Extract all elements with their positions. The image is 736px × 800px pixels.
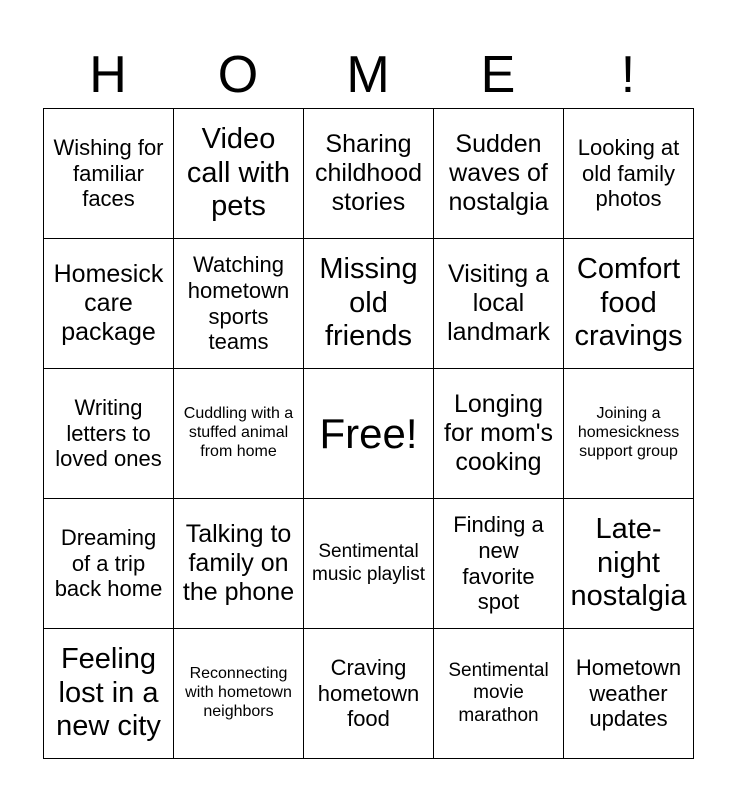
header-letter-o: O xyxy=(217,46,259,104)
bingo-header xyxy=(43,42,693,108)
header-letter-exclamation: ! xyxy=(620,46,636,104)
bingo-cell-r5c4[interactable]: Sentimental movie marathon xyxy=(434,629,564,759)
bingo-cell-r5c2[interactable]: Reconnecting with hometown neighbors xyxy=(174,629,304,759)
header-letter-h: H xyxy=(89,46,127,104)
bingo-cell-r5c5[interactable]: Hometown weather updates xyxy=(564,629,694,759)
bingo-cell-r3c1[interactable]: Writing letters to loved ones xyxy=(44,369,174,499)
bingo-cell-r1c1[interactable]: Wishing for familiar faces xyxy=(44,109,174,239)
header-letter-e: E xyxy=(480,46,516,104)
bingo-cell-r4c5[interactable]: Late-night nostalgia xyxy=(564,499,694,629)
bingo-cell-r3c5[interactable]: Joining a homesickness support group xyxy=(564,369,694,499)
bingo-cell-r2c3[interactable]: Missing old friends xyxy=(304,239,434,369)
bingo-cell-r4c1[interactable]: Dreaming of a trip back home xyxy=(44,499,174,629)
bingo-cell-r3c2[interactable]: Cuddling with a stuffed animal from home xyxy=(174,369,304,499)
bingo-grid xyxy=(43,108,694,759)
bingo-cell-r1c5[interactable]: Looking at old family photos xyxy=(564,109,694,239)
bingo-cell-r5c1[interactable]: Feeling lost in a new city xyxy=(44,629,174,759)
bingo-cell-r2c4[interactable]: Visiting a local landmark xyxy=(434,239,564,369)
bingo-cell-r4c3[interactable]: Sentimental music playlist xyxy=(304,499,434,629)
bingo-cell-r2c2[interactable]: Watching hometown sports teams xyxy=(174,239,304,369)
bingo-cell-r2c5[interactable]: Comfort food cravings xyxy=(564,239,694,369)
bingo-cell-r5c3[interactable]: Craving hometown food xyxy=(304,629,434,759)
bingo-cell-r4c2[interactable]: Talking to family on the phone xyxy=(174,499,304,629)
bingo-cell-r1c3[interactable]: Sharing childhood stories xyxy=(304,109,434,239)
bingo-cell-r4c4[interactable]: Finding a new favorite spot xyxy=(434,499,564,629)
bingo-cell-r1c4[interactable]: Sudden waves of nostalgia xyxy=(434,109,564,239)
bingo-cell-r1c2[interactable]: Video call with pets xyxy=(174,109,304,239)
bingo-cell-r3c4[interactable]: Longing for mom's cooking xyxy=(434,369,564,499)
bingo-cell-r2c1[interactable]: Homesick care package xyxy=(44,239,174,369)
bingo-cell-free[interactable]: Free! xyxy=(304,369,434,499)
header-letter-m: M xyxy=(346,46,390,104)
